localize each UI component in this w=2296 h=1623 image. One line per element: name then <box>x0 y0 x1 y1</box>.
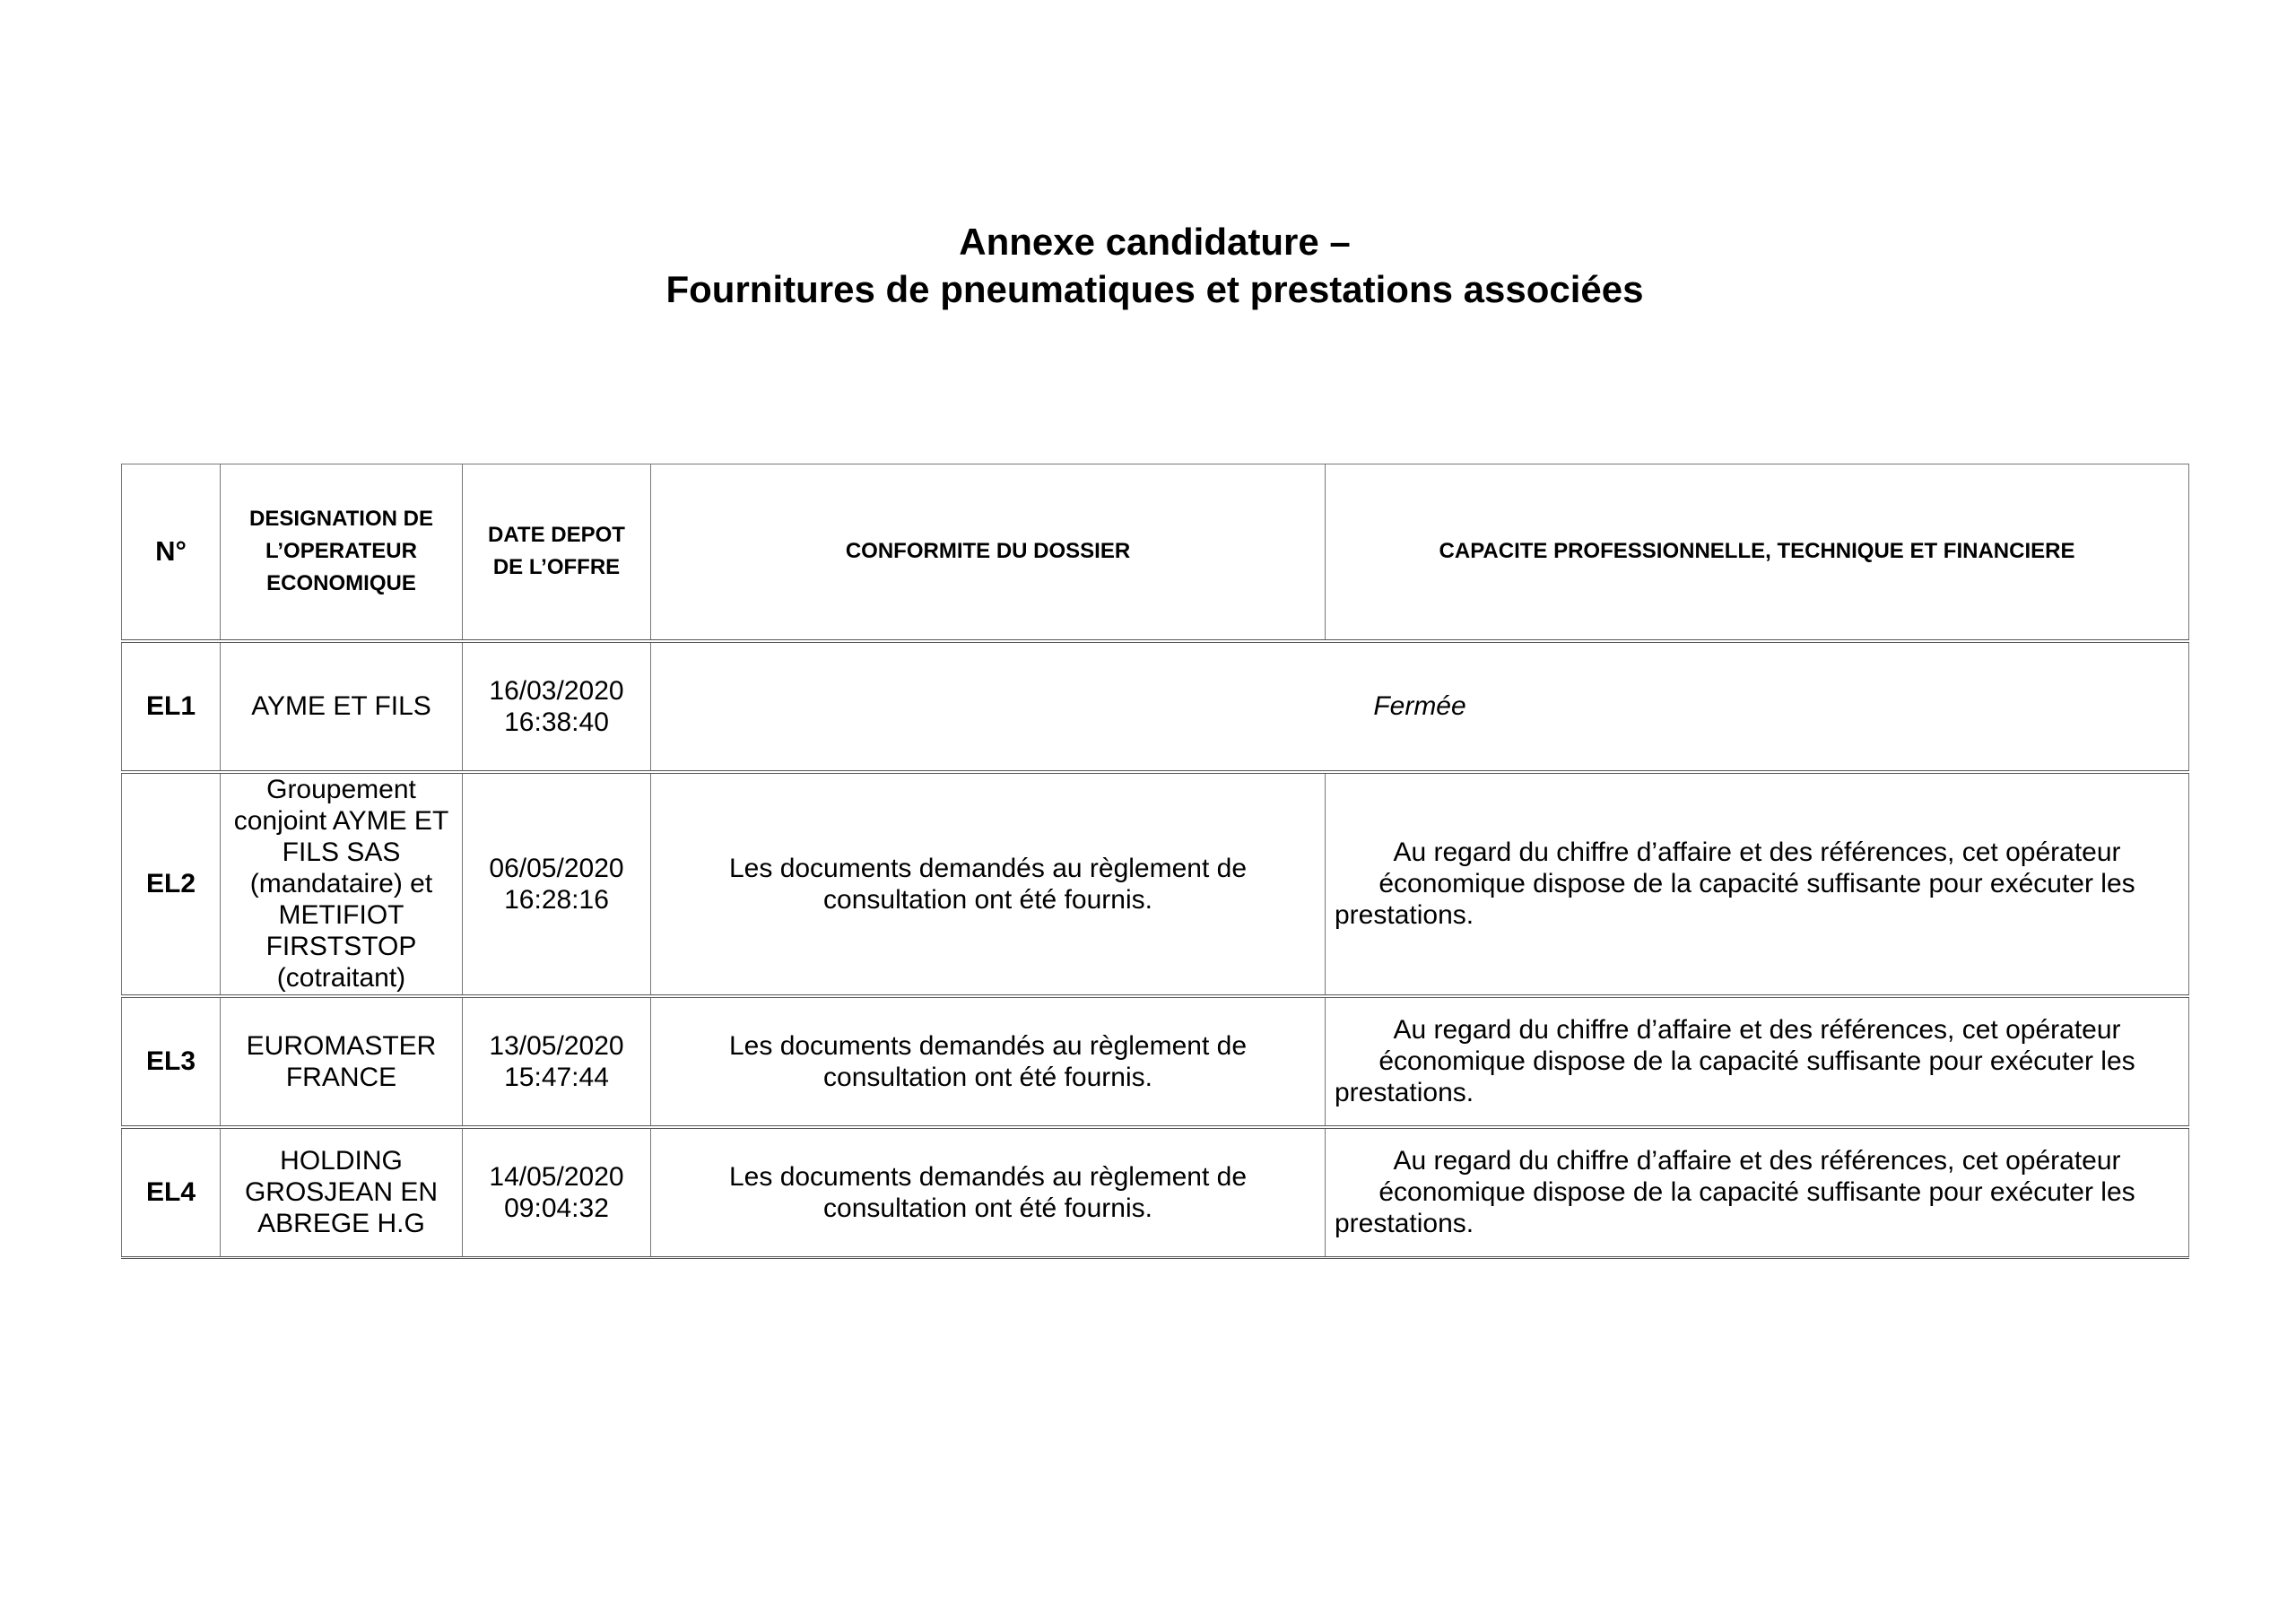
designation-line: ABREGE H.G <box>257 1209 425 1239</box>
conformite-line: Les documents demandés au règlement de <box>728 853 1248 883</box>
designation-line: conjoint AYME ET <box>233 806 449 836</box>
designation-line: FIRSTSTOP <box>265 932 417 961</box>
table-row <box>122 1127 2189 1258</box>
header-designation-line-3: ECONOMIQUE <box>266 571 416 596</box>
cell-capacite: Au regard du chiffre d’affaire et des références, cet opérateur économique dispose de la capacité suffisante pour exécuter les prestations. <box>1326 996 2189 1127</box>
designation-line: HOLDING <box>280 1146 403 1176</box>
cell-date <box>463 996 651 1127</box>
header-date-line-1: DATE DEPOT <box>488 523 625 548</box>
cell-conformite <box>651 1127 1326 1258</box>
deposit-time: 15:47:44 <box>504 1062 609 1092</box>
header-no: N° <box>122 464 221 641</box>
candidature-table <box>121 464 2189 1259</box>
designation-line: EUROMASTER <box>246 1030 437 1061</box>
deposit-time: 16:38:40 <box>504 707 609 737</box>
header-conformite: CONFORMITE DU DOSSIER <box>651 464 1326 641</box>
conformite-line: Les documents demandés au règlement de <box>728 1030 1248 1061</box>
designation-line: METIFIOT <box>278 900 404 930</box>
deposit-date: 16/03/2020 <box>489 675 624 706</box>
table-row <box>122 996 2189 1127</box>
designation-line: FRANCE <box>285 1062 397 1092</box>
table-row <box>122 641 2189 772</box>
header-designation <box>221 464 463 641</box>
header-designation-line-2: L’OPERATEUR <box>265 539 417 564</box>
designation-line: (cotraitant) <box>276 963 406 993</box>
deposit-time: 16:28:16 <box>504 884 609 915</box>
conformite-line: consultation ont été fournis. <box>823 884 1152 915</box>
deposit-date: 06/05/2020 <box>489 853 624 883</box>
header-row <box>122 464 2189 641</box>
designation-line: AYME ET FILS <box>251 691 431 721</box>
deposit-date: 14/05/2020 <box>489 1161 624 1192</box>
cell-designation <box>221 1127 463 1258</box>
title-line-2: Fournitures de pneumatiques et prestations associées <box>665 268 1644 310</box>
table-row <box>122 772 2189 996</box>
conformite-line: consultation ont été fournis. <box>823 1193 1152 1223</box>
cell-closed-status: Fermée <box>651 641 2189 772</box>
cell-designation <box>221 996 463 1127</box>
cell-capacite: Au regard du chiffre d’affaire et des références, cet opérateur économique dispose de la capacité suffisante pour exécuter les prestations. <box>1326 772 2189 996</box>
conformite-line: Les documents demandés au règlement de <box>728 1161 1248 1192</box>
header-date <box>463 464 651 641</box>
cell-number: EL3 <box>122 996 221 1127</box>
cell-capacite: Au regard du chiffre d’affaire et des références, cet opérateur économique dispose de la capacité suffisante pour exécuter les prestations. <box>1326 1127 2189 1258</box>
cell-date <box>463 1127 651 1258</box>
header-capacite: CAPACITE PROFESSIONNELLE, TECHNIQUE ET FINANCIERE <box>1326 464 2189 641</box>
cell-date <box>463 772 651 996</box>
designation-line: (mandataire) et <box>249 869 433 898</box>
cell-conformite <box>651 772 1326 996</box>
cell-designation <box>221 641 463 772</box>
cell-designation <box>221 772 463 996</box>
conformite-line: consultation ont été fournis. <box>823 1062 1152 1092</box>
header-designation-line-1: DESIGNATION DE <box>249 507 433 532</box>
cell-date <box>463 641 651 772</box>
deposit-date: 13/05/2020 <box>489 1030 624 1061</box>
cell-number: EL1 <box>122 641 221 772</box>
cell-number: EL2 <box>122 772 221 996</box>
table-header <box>122 464 2189 641</box>
designation-line: Groupement <box>266 775 416 804</box>
cell-conformite <box>651 996 1326 1127</box>
table-body <box>122 641 2189 1258</box>
header-date-line-2: DE L’OFFRE <box>492 555 621 580</box>
deposit-time: 09:04:32 <box>504 1193 609 1223</box>
designation-line: FILS SAS <box>282 838 401 867</box>
document-title <box>0 218 2296 313</box>
designation-line: GROSJEAN EN <box>244 1177 439 1208</box>
cell-number: EL4 <box>122 1127 221 1258</box>
title-line-1: Annexe candidature – <box>959 221 1351 263</box>
